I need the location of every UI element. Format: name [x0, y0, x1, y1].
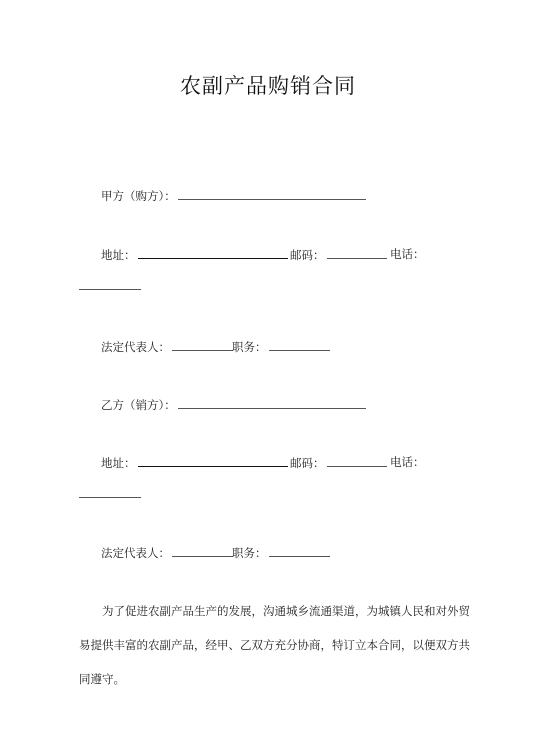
- party-a-address-row: [101, 247, 288, 262]
- party-a-rep-label: 法定代表人：: [101, 340, 170, 354]
- party-b-name-blank: [178, 397, 366, 409]
- party-b-phone-continued: [79, 486, 141, 501]
- party-a-rep-row: [101, 339, 233, 354]
- party-b-rep-blank: [172, 545, 233, 557]
- party-b-phone-blank: [79, 486, 141, 498]
- party-a-phone-blank: [79, 278, 141, 290]
- party-b-label: 乙方（销方）：: [101, 398, 176, 412]
- party-a-phone-label: 电话：: [390, 247, 425, 261]
- party-b-postcode-label: 邮码：: [290, 456, 325, 470]
- party-b-position-blank: [269, 545, 330, 557]
- party-b-rep-label: 法定代表人：: [101, 546, 170, 560]
- party-a-row: [101, 188, 366, 203]
- party-a-label: 甲方（购方）：: [101, 189, 176, 203]
- party-b-position-row: [232, 545, 330, 560]
- party-a-rep-blank: [172, 339, 233, 351]
- party-b-phone-row: [390, 455, 425, 469]
- party-a-postcode-row: [290, 247, 387, 262]
- party-b-rep-row: [101, 545, 233, 560]
- party-b-postcode-row: [290, 455, 387, 470]
- party-b-phone-label: 电话：: [390, 455, 425, 469]
- preamble-paragraph: 为了促进农副产品生产的发展，沟通城乡流通渠道，为城镇人民和对外贸易提供丰富的农副产品，经甲、乙双方充分协商，特订立本合同，以便双方共同遵守。: [79, 604, 470, 686]
- party-b-address-label: 地址：: [101, 456, 136, 470]
- party-a-address-blank: [138, 247, 288, 259]
- page-title: 农副产品购销合同: [180, 74, 356, 98]
- party-b-address-row: [101, 455, 288, 470]
- party-b-postcode-blank: [327, 455, 387, 467]
- party-a-position-blank: [269, 339, 330, 351]
- party-a-postcode-label: 邮码：: [290, 248, 325, 262]
- party-b-position-label: 职务：: [232, 546, 267, 560]
- party-a-phone-continued: [79, 278, 141, 293]
- party-b-address-blank: [138, 455, 288, 467]
- party-a-position-label: 职务：: [232, 340, 267, 354]
- party-a-position-row: [232, 339, 330, 354]
- party-a-name-blank: [178, 188, 366, 200]
- party-b-row: [101, 397, 366, 412]
- party-a-postcode-blank: [327, 247, 387, 259]
- party-a-address-label: 地址：: [101, 248, 136, 262]
- party-a-phone-row: [390, 247, 425, 261]
